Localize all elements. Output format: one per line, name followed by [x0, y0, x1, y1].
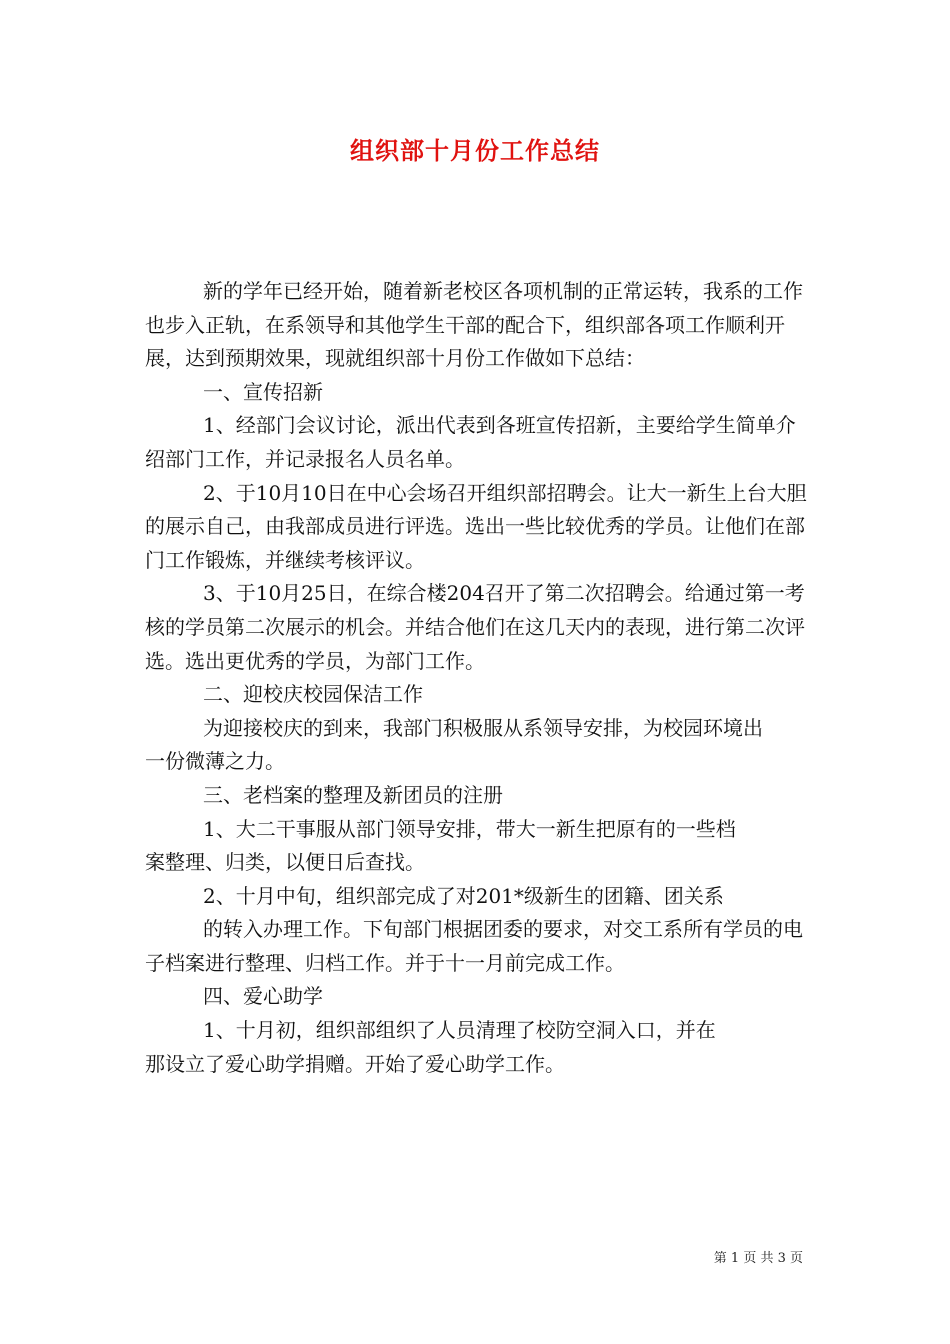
section-heading-3: 三、老档案的整理及新团员的注册 — [203, 782, 503, 807]
list-item-continued: 案整理、归类，以便日后查找。 — [145, 850, 425, 875]
intro-paragraph: 新的学年已经开始，随着新老校区各项机制的正常运转，我系的工作也步入正轨，在系领导和其他学生干部的配合下，组织部各项工作顺利开展，达到预期效果，现就组织部十月份工作做如下总结： — [145, 279, 803, 371]
list-item: 1、十月初，组织部组织了人员清理了校防空洞入口，并在 — [203, 1018, 716, 1043]
section-heading-2: 二、迎校庆校园保洁工作 — [203, 682, 423, 707]
section-heading-4: 四、爱心助学 — [203, 984, 323, 1009]
page-title: 组织部十月份工作总结 — [350, 136, 600, 165]
section-heading-1: 一、宣传招新 — [203, 379, 323, 404]
list-item: 2、于10月10日在中心会场召开组织部招聘会。让大一新生上台大胆的展示自己，由我部成员进行评选。选出一些比较优秀的学员。让他们在部门工作锻炼，并继续考核评议。 — [145, 480, 807, 572]
document-body — [145, 275, 810, 1081]
list-item: 2、十月中旬，组织部完成了对201*级新生的团籍、团关系 — [203, 883, 724, 908]
list-item: 3、于10月25日，在综合楼204召开了第二次招聘会。给通过第一考核的学员第二次展示的机会。并结合他们在这几天内的表现，进行第二次评选。选出更优秀的学员，为部门工作。 — [145, 581, 805, 673]
list-item-continued: 那设立了爱心助学捐赠。开始了爱心助学工作。 — [145, 1051, 565, 1076]
list-item-continued: 的转入办理工作。下旬部门根据团委的要求，对交工系所有学员的电子档案进行整理、归档工作。并于十一月前完成工作。 — [145, 917, 803, 975]
paragraph: 一份微薄之力。 — [145, 749, 285, 774]
list-item: 1、经部门会议讨论，派出代表到各班宣传招新，主要给学生简单介绍部门工作，并记录报名人员名单。 — [145, 413, 796, 471]
paragraph: 为迎接校庆的到来，我部门积极服从系领导安排，为校园环境出 — [203, 715, 763, 740]
page-number: 第 1 页 共 3 页 — [713, 1251, 803, 1266]
list-item: 1、大二干事服从部门领导安排，带大一新生把原有的一些档 — [203, 816, 736, 841]
